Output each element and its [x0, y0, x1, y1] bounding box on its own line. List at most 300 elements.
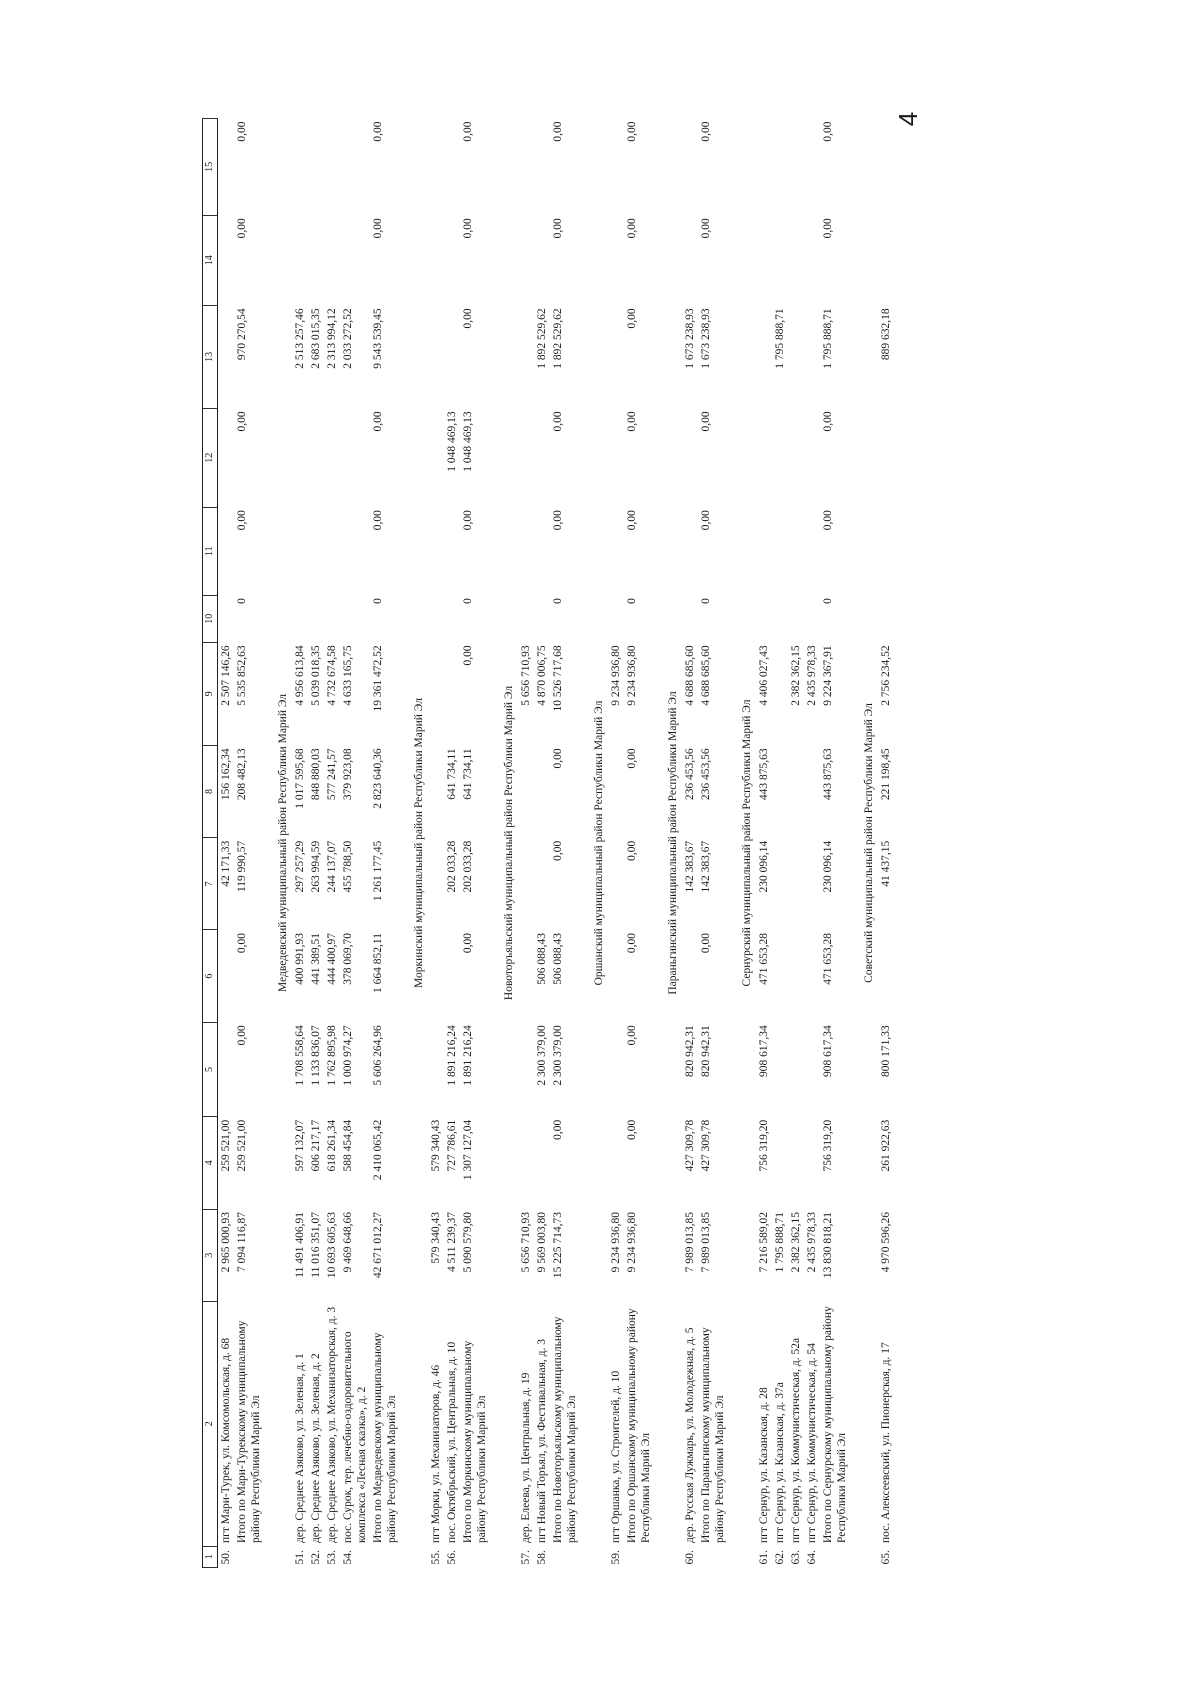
value-cell-c8: 379 923,08: [342, 748, 354, 801]
value-cell-c8: 848 880,03: [310, 748, 322, 801]
section-row: [661, 119, 682, 1568]
value-cell-c13: 9 543 539,45: [372, 308, 384, 369]
value-cell-c13: 2 313 994,12: [326, 308, 338, 369]
value-cell-c9: [428, 642, 444, 745]
value-cell-c4: 618 261,34: [326, 1119, 338, 1172]
address-cell: пгт Мари-Турек, ул. Комсомольская, д. 68: [220, 1337, 232, 1544]
value-cell-c13: 1 892 529,62: [536, 308, 548, 369]
value-cell-c4: 597 132,07: [294, 1119, 306, 1172]
address-cell: пос. Октябрьский, ул. Центральная, д. 10: [446, 1341, 458, 1544]
value-cell-c11: 0,00: [626, 510, 638, 531]
value-cell-c9: 0,00: [462, 645, 474, 666]
value-cell-c6: 0,00: [236, 932, 248, 954]
value-cell-c15: 0,00: [626, 121, 638, 142]
value-cell-c15: 0,00: [822, 121, 834, 142]
value-cell-c3: 1 795 888,71: [774, 1212, 786, 1273]
value-cell-c12: [772, 408, 788, 507]
column-header: 5: [203, 1022, 218, 1116]
value-cell-c14: [878, 215, 894, 305]
value-cell-c11: [804, 507, 820, 595]
value-cell-c7: [428, 838, 444, 930]
value-cell-c5: 820 942,31: [684, 1025, 696, 1078]
value-cell-c14: [608, 215, 624, 305]
value-cell-c12: 0,00: [822, 411, 834, 432]
value-cell-c10: [518, 595, 534, 642]
value-cell-c3: 10 693 605,63: [326, 1212, 338, 1279]
value-cell-c15: [788, 119, 804, 216]
value-cell-c4: [788, 1117, 804, 1209]
value-cell-c14: [682, 215, 698, 305]
value-cell-c7: 230 096,14: [822, 840, 834, 893]
value-cell-c12: [340, 408, 370, 507]
value-cell-c10: [324, 595, 340, 642]
value-cell-c5: 1 000 974,27: [342, 1025, 354, 1086]
value-cell-c6: 400 991,93: [294, 932, 306, 985]
value-cell-c5: 2 300 379,00: [552, 1025, 564, 1086]
value-cell-c8: [518, 745, 534, 837]
value-cell-c7: 244 137,07: [326, 840, 338, 893]
value-cell-c8: 236 453,56: [684, 748, 696, 801]
table-row: [340, 119, 370, 1568]
value-cell-c6: 0,00: [700, 932, 712, 954]
table-row: [608, 119, 624, 1568]
value-cell-c3: 15 225 714,73: [552, 1212, 564, 1279]
value-cell-c12: [608, 408, 624, 507]
column-header: 11: [203, 507, 218, 595]
row-number: 61.: [758, 1550, 770, 1565]
value-cell-c8: 221 198,45: [880, 748, 892, 801]
value-cell-c8: [608, 745, 624, 837]
value-cell-c11: 0,00: [700, 510, 712, 531]
value-cell-c8: 2 823 640,36: [372, 748, 384, 809]
value-cell-c11: [788, 507, 804, 595]
value-cell-c4: [518, 1117, 534, 1209]
value-cell-c3: 7 216 589,02: [758, 1212, 770, 1273]
address-cell: Итого по Новоторъяльскому муниципальному району Республики Марий Эл: [552, 1316, 578, 1544]
value-cell-c4: 727 786,61: [446, 1119, 458, 1172]
value-cell-c13: 0,00: [626, 308, 638, 329]
value-cell-c14: [324, 215, 340, 305]
value-cell-c7: 41 437,15: [880, 840, 892, 887]
value-cell-c7: [518, 838, 534, 930]
value-cell-c14: [804, 215, 820, 305]
value-cell-c15: [608, 119, 624, 216]
value-cell-c12: 0,00: [236, 411, 248, 432]
table-row: [444, 119, 460, 1568]
total-row: [460, 119, 497, 1568]
value-cell-c7: 202 033,28: [462, 840, 474, 893]
row-number: [550, 1546, 587, 1567]
value-cell-c6: [788, 930, 804, 1022]
value-cell-c5: 820 942,31: [700, 1025, 712, 1078]
value-cell-c6: 0,00: [462, 932, 474, 954]
value-cell-c4: 0,00: [626, 1119, 638, 1140]
address-cell: пгт Сернур, ул. Казанская, д. 28: [758, 1387, 770, 1544]
value-cell-c8: 156 162,34: [220, 748, 232, 801]
value-cell-c6: 506 088,43: [552, 932, 564, 985]
value-cell-c4: 756 319,20: [822, 1119, 834, 1172]
value-cell-c15: [804, 119, 820, 216]
value-cell-c12: [324, 408, 340, 507]
value-cell-c12: [518, 408, 534, 507]
value-cell-c5: 1 133 836,07: [310, 1025, 322, 1086]
value-cell-c13: 1 795 888,71: [774, 308, 786, 369]
value-cell-c9: 4 688 685,60: [684, 645, 696, 706]
address-cell: Итого по Параньгинскому муниципальному району Республики Марий Эл: [700, 1327, 726, 1544]
value-cell-c15: [682, 119, 698, 216]
row-number: 52.: [310, 1550, 322, 1565]
value-cell-c7: 0,00: [552, 840, 564, 861]
address-cell: пгт Сернур, ул. Коммунистическая, д. 54: [806, 1343, 818, 1544]
value-cell-c5: [788, 1022, 804, 1116]
value-cell-c4: 606 217,17: [310, 1119, 322, 1172]
section-row: [407, 119, 428, 1568]
value-cell-c13: 889 632,18: [880, 308, 892, 361]
section-row: [271, 119, 292, 1568]
value-cell-c15: 0,00: [372, 121, 384, 142]
value-cell-c9: 4 688 685,60: [700, 645, 712, 706]
value-cell-c11: [682, 507, 698, 595]
value-cell-c7: 42 171,33: [220, 840, 232, 887]
column-header: 12: [203, 408, 218, 507]
value-cell-c6: 471 653,28: [758, 932, 770, 985]
value-cell-c10: [444, 595, 460, 642]
value-cell-c7: 455 788,50: [342, 840, 354, 893]
section-title: Оршанский муниципальный район Республики Марий Эл: [593, 700, 605, 986]
value-cell-c10: [804, 595, 820, 642]
value-cell-c15: [878, 119, 894, 216]
value-cell-c6: [608, 930, 624, 1022]
value-cell-c9: 10 526 717,68: [552, 645, 564, 712]
value-cell-c3: 5 090 579,80: [462, 1212, 474, 1273]
address-cell: Итого по Сернурскому муниципальному району Республики Марий Эл: [822, 1306, 848, 1544]
value-cell-c15: [534, 119, 550, 216]
section-title: Советский муниципальный район Республики Марий Эл: [863, 703, 875, 983]
value-cell-c14: [772, 215, 788, 305]
value-cell-c8: [534, 745, 550, 837]
value-cell-c8: [772, 745, 788, 837]
table-row: [772, 119, 788, 1568]
column-header: 4: [203, 1117, 218, 1209]
value-cell-c5: [218, 1022, 235, 1116]
value-cell-c5: [428, 1022, 444, 1116]
value-cell-c4: [534, 1117, 550, 1209]
value-cell-c15: 0,00: [462, 121, 474, 142]
value-cell-c3: 2 965 000,93: [220, 1212, 232, 1273]
value-cell-c9: 19 361 472,52: [372, 645, 384, 712]
value-cell-c8: 641 734,11: [446, 748, 458, 800]
address-cell: пос. Алексеевский, ул. Пионерская, д. 17: [880, 1342, 892, 1544]
value-cell-c11: [308, 507, 324, 595]
value-cell-c3: 579 340,43: [430, 1212, 442, 1264]
value-cell-c7: [804, 838, 820, 930]
value-cell-c14: [534, 215, 550, 305]
value-cell-c12: [218, 408, 235, 507]
value-cell-c9: 2 435 978,33: [806, 645, 818, 706]
value-cell-c10: [218, 595, 235, 642]
value-cell-c4: 427 309,78: [700, 1119, 712, 1172]
value-cell-c11: 0,00: [372, 510, 384, 531]
value-cell-c14: [444, 215, 460, 305]
total-row: [820, 119, 857, 1568]
value-cell-c3: 7 989 013,85: [684, 1212, 696, 1273]
value-cell-c14: [518, 215, 534, 305]
value-cell-c13: [788, 305, 804, 408]
value-cell-c13: 1 673 238,93: [684, 308, 696, 369]
value-cell-c11: [444, 507, 460, 595]
value-cell-c10: [756, 595, 772, 642]
column-header: 7: [203, 838, 218, 930]
total-row: [698, 119, 735, 1568]
row-number: 64.: [806, 1550, 818, 1565]
value-cell-c9: [772, 642, 788, 745]
value-cell-c11: [428, 507, 444, 595]
value-cell-c6: [218, 930, 235, 1022]
value-cell-c13: [444, 305, 460, 408]
register-table: [202, 118, 894, 1568]
value-cell-c8: [788, 745, 804, 837]
value-cell-c9: 9 234 936,80: [626, 645, 638, 706]
row-number: 53.: [326, 1550, 338, 1565]
value-cell-c7: [534, 838, 550, 930]
value-cell-c4: 579 340,43: [430, 1119, 442, 1172]
row-number: [370, 1546, 407, 1567]
row-number: 59.: [610, 1550, 622, 1565]
value-cell-c6: [878, 930, 894, 1022]
value-cell-c15: [444, 119, 460, 216]
row-number: 58.: [536, 1550, 548, 1565]
value-cell-c4: 259 521,00: [236, 1119, 248, 1172]
address-cell: пос. Сурок, тер. лечебно-оздоровительного комплекса «Лесная сказка», д. 2: [342, 1331, 368, 1544]
value-cell-c5: 5 606 264,96: [372, 1025, 384, 1086]
value-cell-c15: [324, 119, 340, 216]
value-cell-c14: [428, 215, 444, 305]
value-cell-c9: [444, 642, 460, 745]
value-cell-c8: 208 482,13: [236, 748, 248, 801]
value-cell-c10: 0: [372, 598, 384, 604]
column-header: 14: [203, 215, 218, 305]
value-cell-c5: [608, 1022, 624, 1116]
value-cell-c12: 0,00: [700, 411, 712, 432]
value-cell-c6: 444 400,97: [326, 932, 338, 985]
value-cell-c8: [804, 745, 820, 837]
value-cell-c6: 441 389,51: [310, 932, 322, 985]
value-cell-c11: [608, 507, 624, 595]
value-cell-c13: [608, 305, 624, 408]
value-cell-c8: 641 734,11: [462, 748, 474, 800]
value-cell-c10: [428, 595, 444, 642]
value-cell-c3: 9 234 936,80: [610, 1212, 622, 1273]
column-header: 2: [203, 1301, 218, 1546]
value-cell-c10: 0: [462, 598, 474, 604]
value-cell-c12: [308, 408, 324, 507]
column-header: 3: [203, 1209, 218, 1301]
value-cell-c13: 970 270,54: [236, 308, 248, 361]
value-cell-c4: [804, 1117, 820, 1209]
value-cell-c11: [772, 507, 788, 595]
page-number: 4: [893, 111, 923, 127]
value-cell-c5: [804, 1022, 820, 1116]
value-cell-c7: [608, 838, 624, 930]
value-cell-c14: [788, 215, 804, 305]
value-cell-c7: 142 383,67: [684, 840, 696, 893]
table-row: [308, 119, 324, 1568]
value-cell-c4: [608, 1117, 624, 1209]
section-row: [857, 119, 878, 1568]
value-cell-c4: 261 922,63: [880, 1119, 892, 1172]
value-cell-c14: 0,00: [552, 218, 564, 239]
value-cell-c11: [756, 507, 772, 595]
value-cell-c14: 0,00: [236, 218, 248, 239]
value-cell-c6: [444, 930, 460, 1022]
address-cell: дер. Среднее Азяково, ул. Зеленая, д. 2: [310, 1353, 322, 1544]
value-cell-c5: 1 891 216,24: [446, 1025, 458, 1086]
value-cell-c15: [756, 119, 772, 216]
value-cell-c13: [428, 305, 444, 408]
value-cell-c9: 4 732 674,58: [326, 645, 338, 706]
value-cell-c15: [518, 119, 534, 216]
address-cell: пгт Новый Торъял, ул. Фестивальная, д. 3: [536, 1339, 548, 1544]
value-cell-c8: 443 875,63: [822, 748, 834, 801]
value-cell-c13: 2 513 257,46: [294, 308, 306, 369]
value-cell-c5: 800 171,33: [880, 1025, 892, 1078]
value-cell-c4: 0,00: [552, 1119, 564, 1140]
value-cell-c3: 4 511 239,37: [446, 1212, 458, 1272]
value-cell-c9: 4 406 027,43: [758, 645, 770, 706]
value-cell-c7: 230 096,14: [758, 840, 770, 893]
value-cell-c10: 0: [552, 598, 564, 604]
address-cell: дер. Русская Лужмарь, ул. Молодежная, д. 5: [684, 1327, 696, 1544]
row-number: [820, 1546, 857, 1567]
value-cell-c10: 0: [626, 598, 638, 604]
value-cell-c14: 0,00: [700, 218, 712, 239]
value-cell-c15: 0,00: [236, 121, 248, 142]
value-cell-c11: [340, 507, 370, 595]
value-cell-c12: [682, 408, 698, 507]
value-cell-c8: 0,00: [552, 748, 564, 769]
value-cell-c11: 0,00: [462, 510, 474, 531]
value-cell-c14: [218, 215, 235, 305]
address-cell: пгт Оршанка, ул. Строителей, д. 10: [610, 1370, 622, 1544]
address-cell: дер. Среднее Азяково, ул. Зеленая, д. 1: [294, 1353, 306, 1544]
value-cell-c10: [788, 595, 804, 642]
section-row: [497, 119, 518, 1568]
value-cell-c3: 2 382 362,15: [790, 1212, 802, 1273]
value-cell-c11: [534, 507, 550, 595]
value-cell-c15: 0,00: [700, 121, 712, 142]
value-cell-c15: [292, 119, 308, 216]
table-row: [804, 119, 820, 1568]
value-cell-c13: [804, 305, 820, 408]
row-number: 63.: [790, 1550, 802, 1565]
value-cell-c10: 0: [700, 598, 712, 604]
value-cell-c9: 2 756 234,52: [880, 645, 892, 706]
value-cell-c5: 1 762 895,98: [326, 1025, 338, 1086]
total-row: [234, 119, 271, 1568]
value-cell-c5: 908 617,34: [758, 1025, 770, 1078]
column-header: 15: [203, 119, 218, 216]
address-cell: дер. Среднее Азяково, ул. Механизаторская, д. 3: [326, 1306, 338, 1544]
value-cell-c14: [340, 215, 370, 305]
table-body: [218, 119, 895, 1568]
value-cell-c12: [534, 408, 550, 507]
value-cell-c7: 142 383,67: [700, 840, 712, 893]
value-cell-c5: 2 300 379,00: [536, 1025, 548, 1086]
value-cell-c9: 5 535 852,63: [236, 645, 248, 706]
value-cell-c6: [518, 930, 534, 1022]
value-cell-c7: 0,00: [626, 840, 638, 861]
value-cell-c9: 2 382 362,15: [790, 645, 802, 706]
value-cell-c9: 5 039 018,35: [310, 645, 322, 706]
value-cell-c11: 0,00: [552, 510, 564, 531]
value-cell-c13: [756, 305, 772, 408]
value-cell-c7: 202 033,28: [446, 840, 458, 893]
value-cell-c10: [878, 595, 894, 642]
value-cell-c6: 1 664 852,11: [372, 932, 384, 993]
value-cell-c15: 0,00: [552, 121, 564, 142]
value-cell-c6: 0,00: [626, 932, 638, 954]
value-cell-c14: [756, 215, 772, 305]
table-row: [682, 119, 698, 1568]
value-cell-c14: [292, 215, 308, 305]
value-cell-c11: [218, 507, 235, 595]
address-cell: Итого по Медведевскому муниципальному району Республики Марий Эл: [372, 1332, 398, 1544]
value-cell-c8: 577 241,57: [326, 748, 338, 801]
table-row: [428, 119, 444, 1568]
value-cell-c9: 4 956 613,84: [294, 645, 306, 706]
value-cell-c13: 1 795 888,71: [822, 308, 834, 369]
value-cell-c13: 1 673 238,93: [700, 308, 712, 369]
value-cell-c11: 0,00: [822, 510, 834, 531]
value-cell-c3: 9 569 003,80: [536, 1212, 548, 1273]
table-row: [756, 119, 772, 1568]
column-header: 10: [203, 595, 218, 642]
value-cell-c10: 0: [236, 598, 248, 604]
table-row: [292, 119, 308, 1568]
column-header: 13: [203, 305, 218, 408]
table-row: [518, 119, 534, 1568]
value-cell-c7: [772, 838, 788, 930]
address-cell: пгт Морки, ул. Механизаторов, д. 46: [430, 1364, 442, 1544]
value-cell-c12: 1 048 469,13: [462, 411, 474, 472]
value-cell-c6: [682, 930, 698, 1022]
value-cell-c13: 2 033 272,52: [342, 308, 354, 369]
value-cell-c7: 297 257,29: [294, 840, 306, 893]
value-cell-c5: 0,00: [626, 1025, 638, 1046]
value-cell-c9: 9 224 367,91: [822, 645, 834, 706]
row-number: [234, 1546, 271, 1567]
value-cell-c12: [428, 408, 444, 507]
row-number: [624, 1546, 661, 1567]
value-cell-c15: [308, 119, 324, 216]
value-cell-c12: [804, 408, 820, 507]
value-cell-c11: [324, 507, 340, 595]
register-sheet: [202, 118, 1022, 1568]
value-cell-c6: [804, 930, 820, 1022]
value-cell-c4: 1 307 127,04: [462, 1119, 474, 1181]
value-cell-c13: [518, 305, 534, 408]
value-cell-c14: 0,00: [626, 218, 638, 239]
value-cell-c10: [772, 595, 788, 642]
row-number: [460, 1546, 497, 1567]
value-cell-c8: 0,00: [626, 748, 638, 769]
value-cell-c13: 2 683 015,35: [310, 308, 322, 369]
section-row: [735, 119, 756, 1568]
address-cell: пгт Сернур, ул. Коммунистическая, д. 52а: [790, 1337, 802, 1544]
value-cell-c4: [772, 1117, 788, 1209]
value-cell-c10: 0: [822, 598, 834, 604]
column-header: 6: [203, 930, 218, 1022]
